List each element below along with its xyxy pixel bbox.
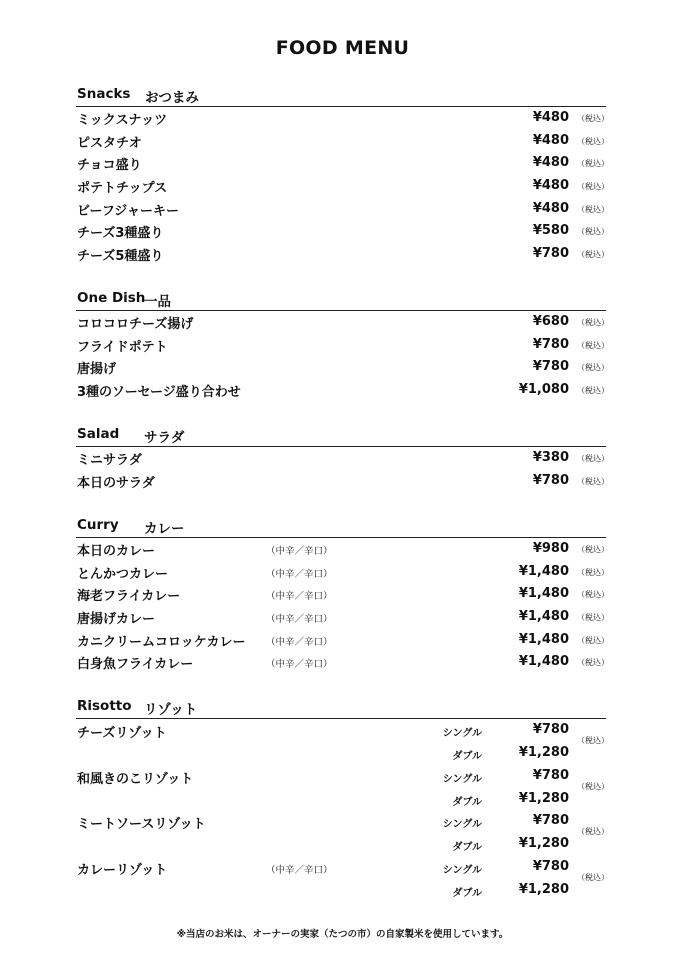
- item-price: ¥480: [532, 132, 569, 148]
- menu-item: [76, 538, 609, 561]
- section-title-jp: 一品: [144, 294, 171, 310]
- menu-item: [76, 220, 609, 243]
- item-name: フライドポテト: [77, 339, 168, 355]
- single-price: ¥780: [532, 858, 569, 874]
- footnote: ※当店のお米は、オーナーの実家（たつの市）の自家製米を使用しています。: [176, 929, 509, 940]
- risotto-item: [76, 765, 609, 811]
- item-price: ¥980: [532, 541, 569, 556]
- size-double-label: ダブル: [452, 887, 482, 899]
- item-name: ポテトチップス: [77, 181, 168, 197]
- item-price: ¥580: [532, 223, 569, 239]
- menu-item: [76, 651, 609, 674]
- item-name: とんかつカレー: [77, 566, 169, 582]
- tax-label: （税込）: [577, 227, 609, 237]
- item-price: ¥1,480: [518, 631, 569, 647]
- section-curry: [76, 515, 609, 674]
- size-double-label: ダブル: [452, 842, 482, 853]
- size-single-label: シングル: [442, 773, 482, 785]
- tax-label: （税込）: [577, 567, 609, 577]
- item-name: コロコロチーズ揚げ: [77, 317, 194, 332]
- section-header: [76, 696, 606, 719]
- item-price: ¥780: [532, 336, 569, 352]
- section-one-dish: [76, 288, 609, 402]
- menu-item: [76, 629, 609, 652]
- menu-item: [76, 175, 609, 198]
- menu-item: [76, 606, 609, 629]
- single-price: ¥780: [532, 813, 569, 828]
- item-name: 3種のソーセージ盛り合わせ: [77, 385, 241, 401]
- item-price: ¥780: [532, 359, 569, 375]
- section-salad: [76, 424, 609, 492]
- item-name: 唐揚げカレー: [77, 612, 156, 628]
- tax-label: （税込）: [577, 590, 609, 600]
- tax-label: （税込）: [577, 476, 609, 486]
- menu-item: [76, 583, 609, 606]
- spice-option: （中辛／辛口）: [266, 659, 333, 671]
- section-title-jp: リゾット: [144, 702, 198, 718]
- risotto-item: [76, 810, 609, 856]
- double-price: ¥1,280: [518, 881, 569, 897]
- spice-option: （中辛／辛口）: [266, 546, 333, 557]
- item-name: ビーフジャーキー: [77, 203, 180, 219]
- item-price: ¥480: [532, 200, 569, 216]
- item-name: チーズ3種盛り: [77, 226, 164, 242]
- tax-label: （税込）: [577, 872, 609, 882]
- item-name: 本日のサラダ: [77, 475, 155, 491]
- item-name: 唐揚げ: [77, 362, 117, 378]
- tax-label: （税込）: [577, 827, 609, 836]
- item-name: 白身魚フライカレー: [77, 657, 194, 673]
- item-price: ¥1,480: [518, 563, 569, 579]
- spice-option: （中辛／辛口）: [266, 591, 333, 603]
- section-header: [76, 515, 606, 538]
- tax-label: （税込）: [577, 182, 609, 192]
- section-title-en: Risotto: [77, 698, 132, 714]
- tax-label: （税込）: [577, 635, 609, 645]
- menu-item: [76, 561, 609, 584]
- risotto-item: [76, 856, 609, 902]
- tax-label: （税込）: [577, 136, 609, 146]
- section-title-en: Salad: [77, 426, 120, 442]
- tax-label: （税込）: [577, 250, 609, 260]
- risotto-item: [76, 719, 609, 765]
- double-price: ¥1,280: [518, 836, 569, 851]
- menu-item: [76, 198, 609, 221]
- item-name: ミックスナッツ: [77, 113, 168, 128]
- double-price: ¥1,280: [518, 745, 569, 760]
- single-price: ¥780: [532, 722, 569, 737]
- item-price: ¥1,480: [518, 654, 569, 670]
- tax-label: （税込）: [577, 114, 609, 123]
- section-title-jp: おつまみ: [145, 90, 199, 106]
- size-double-label: ダブル: [452, 796, 482, 808]
- double-price: ¥1,280: [518, 790, 569, 806]
- item-name: チーズ5種盛り: [77, 249, 164, 265]
- section-title-jp: カレー: [144, 521, 185, 537]
- section-risotto: [76, 696, 609, 901]
- menu-item: [76, 379, 609, 402]
- section-snacks: [76, 84, 609, 266]
- section-header: [76, 84, 606, 107]
- menu-item: [76, 243, 609, 266]
- item-price: ¥1,080: [518, 382, 569, 398]
- tax-label: （税込）: [577, 318, 609, 327]
- menu-item: [76, 356, 609, 379]
- spice-option: （中辛／辛口）: [266, 614, 333, 626]
- size-single-label: シングル: [442, 864, 482, 876]
- tax-label: （税込）: [577, 363, 609, 373]
- size-single-label: シングル: [442, 728, 482, 739]
- item-price: ¥780: [532, 246, 569, 262]
- item-price: ¥680: [532, 314, 569, 329]
- tax-label: （税込）: [577, 658, 609, 668]
- tax-label: （税込）: [577, 736, 609, 745]
- section-title-jp: サラダ: [144, 430, 185, 446]
- item-name: ピスタチオ: [77, 135, 142, 151]
- item-price: ¥380: [532, 450, 569, 465]
- item-name: ミートソースリゾット: [77, 817, 206, 832]
- section-title-en: Snacks: [77, 86, 131, 102]
- tax-label: （税込）: [577, 386, 609, 396]
- spice-option: （中辛／辛口）: [266, 864, 333, 876]
- item-name: チョコ盛り: [77, 158, 142, 174]
- spice-option: （中辛／辛口）: [266, 568, 333, 580]
- menu-item: [76, 334, 609, 357]
- section-title-en: One Dish: [77, 290, 146, 306]
- item-price: ¥1,480: [518, 609, 569, 625]
- single-price: ¥780: [532, 767, 569, 783]
- menu-item: [76, 470, 609, 493]
- section-header: [76, 288, 606, 311]
- tax-label: （税込）: [577, 159, 609, 169]
- item-name: チーズリゾット: [77, 726, 167, 741]
- item-price: ¥780: [532, 472, 569, 488]
- item-price: ¥480: [532, 155, 569, 171]
- item-name: ミニサラダ: [77, 453, 142, 468]
- tax-label: （税込）: [577, 613, 609, 623]
- menu-item: [76, 311, 609, 334]
- tax-label: （税込）: [577, 204, 609, 214]
- item-name: カレーリゾット: [77, 862, 168, 878]
- item-price: ¥480: [532, 110, 569, 125]
- item-price: ¥480: [532, 178, 569, 194]
- spice-option: （中辛／辛口）: [266, 636, 333, 648]
- item-name: 和風きのこリゾット: [77, 771, 194, 787]
- menu-item: [76, 107, 609, 130]
- size-single-label: シングル: [442, 819, 482, 830]
- item-name: 海老フライカレー: [77, 589, 181, 605]
- section-header: [76, 424, 606, 447]
- item-name: カニクリームコロッケカレー: [77, 634, 246, 650]
- item-price: ¥1,480: [518, 586, 569, 602]
- tax-label: （税込）: [577, 781, 609, 791]
- tax-label: （税込）: [577, 340, 609, 350]
- page-title: FOOD MENU: [275, 37, 410, 59]
- menu-item: [76, 130, 609, 153]
- section-title-en: Curry: [77, 517, 119, 533]
- menu-item: [76, 152, 609, 175]
- size-double-label: ダブル: [452, 751, 482, 762]
- tax-label: （税込）: [577, 454, 609, 463]
- item-name: 本日のカレー: [77, 544, 156, 559]
- tax-label: （税込）: [577, 545, 609, 554]
- menu-item: [76, 447, 609, 470]
